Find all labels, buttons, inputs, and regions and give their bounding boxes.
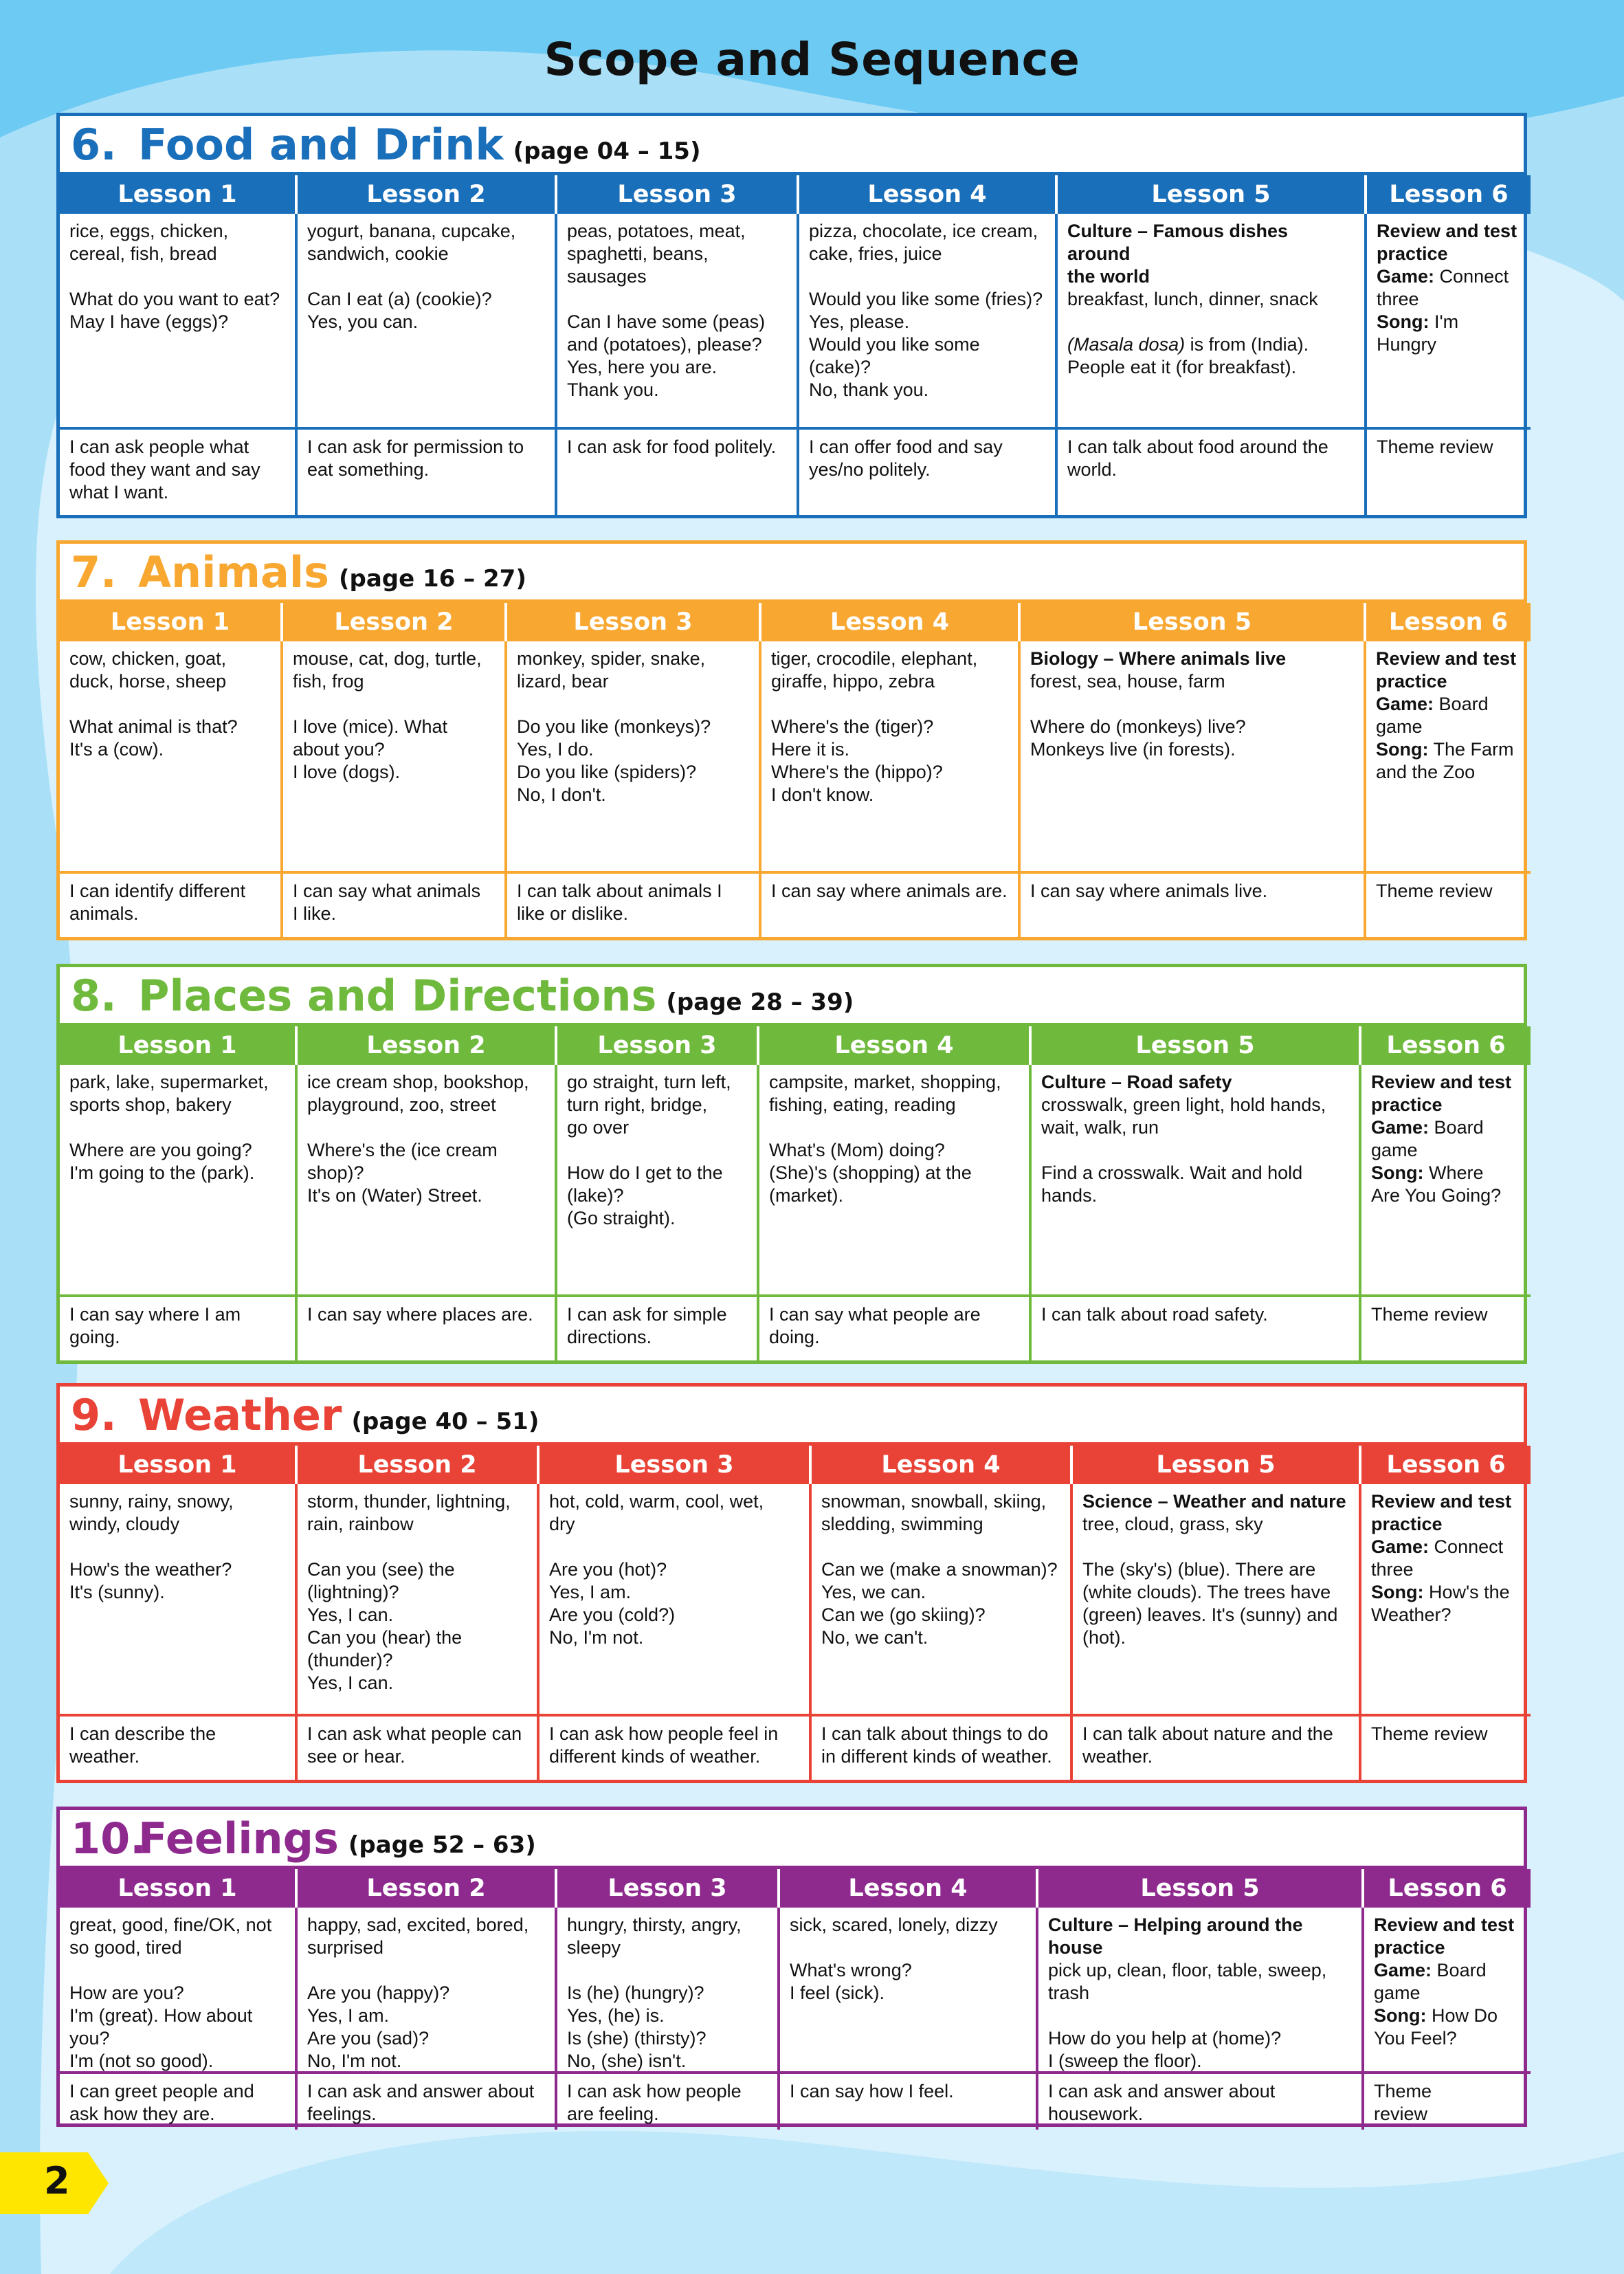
- unit-title: Feelings: [138, 1813, 339, 1864]
- objective-cell: [298, 1294, 557, 1360]
- lesson-header: Lesson 5: [1073, 1446, 1361, 1484]
- vocabulary-list: happy, sad, excited, bored, surprised: [307, 1914, 529, 1958]
- lesson-header: Lesson 3: [557, 175, 799, 214]
- lesson-header: Lesson 1: [60, 603, 283, 641]
- lesson-header: Lesson 5: [1038, 1869, 1364, 1908]
- language-examples: Where are you going? I'm going to the (park).: [69, 1140, 255, 1183]
- language-examples: How do you help at (home)? I (sweep the floor).: [1048, 2028, 1282, 2071]
- game-name: Connect three: [1371, 1536, 1504, 1580]
- lesson-header: Lesson 2: [298, 1026, 557, 1065]
- game-label: Game:: [1371, 1117, 1430, 1138]
- lesson-content-cell: [780, 1908, 1038, 2077]
- can-do-statement: I can talk about food around the world.: [1067, 437, 1328, 480]
- objective-cell: [540, 1714, 812, 1780]
- lesson-content-cell: [298, 1065, 557, 1294]
- can-do-statement: I can ask what people can see or hear.: [307, 1723, 522, 1767]
- unit-table: [56, 540, 1527, 940]
- game-label: Game:: [1377, 266, 1435, 287]
- lesson-topic-heading: Biology – Where animals live: [1030, 648, 1287, 669]
- lesson-content-cell: [1021, 641, 1366, 871]
- lesson-content-cell: [60, 641, 283, 871]
- language-examples: Find a crosswalk. Wait and hold hands.: [1041, 1162, 1303, 1206]
- unit-title: Food and Drink: [138, 120, 504, 170]
- language-examples: Can you (see) the (lightning)? Yes, I can. Can you (hear) the (thunder)? Yes, I can.: [307, 1559, 463, 1693]
- lesson-header-row: [60, 1026, 1524, 1065]
- unit-table: [56, 1807, 1527, 2127]
- lesson-content-row: [60, 641, 1524, 871]
- vocabulary-list: breakfast, lunch, dinner, snack: [1067, 289, 1318, 309]
- language-examples: How do I get to the (lake)? (Go straight).: [567, 1162, 723, 1228]
- game-label: Game:: [1374, 1960, 1432, 1980]
- lesson-header: Lesson 1: [60, 1446, 298, 1484]
- lesson-content-cell: [557, 1065, 759, 1294]
- unit-pages: (page 52 – 63): [348, 1831, 536, 1859]
- game-label: Game:: [1376, 694, 1434, 714]
- song-name: The Farm and the Zoo: [1376, 739, 1514, 782]
- language-examples: Are you (happy)? Yes, I am. Are you (sad)? No, I'm not.: [307, 1983, 450, 2071]
- song-label: Song:: [1371, 1162, 1424, 1183]
- objective-cell: [1058, 427, 1367, 515]
- unit-table: [56, 1383, 1527, 1783]
- objective-row: [60, 427, 1524, 515]
- language-examples: How are you? I'm (great). How about you? I'm (not so good).: [69, 1983, 253, 2071]
- lesson-content-cell: [759, 1065, 1032, 1294]
- vocabulary-list: hungry, thirsty, angry, sleepy: [567, 1914, 742, 1958]
- unit-number: 10.: [71, 1813, 146, 1864]
- can-do-statement: I can say where places are.: [307, 1304, 533, 1325]
- lesson-topic-heading: Culture – Famous dishes around the world: [1067, 221, 1289, 287]
- lesson-content-cell: [761, 641, 1021, 871]
- vocabulary-list: tiger, crocodile, elephant, giraffe, hippo, zebra: [771, 648, 978, 692]
- vocabulary-list: hot, cold, warm, cool, wet, dry: [549, 1491, 764, 1534]
- objective-cell: [298, 427, 557, 515]
- vocabulary-list: crosswalk, green light, hold hands, wait, walk, run: [1041, 1094, 1326, 1138]
- unit-title: Places and Directions: [138, 971, 657, 1021]
- song-name: Where Are You Going?: [1371, 1162, 1502, 1206]
- language-examples: Would you like some (fries)? Yes, please. Would you like some (cake)? No, thank you.: [809, 289, 1043, 400]
- vocabulary-list: rice, eggs, chicken, cereal, fish, bread: [69, 221, 229, 264]
- can-do-statement: I can ask for simple directions.: [567, 1304, 727, 1347]
- lesson-header: Lesson 3: [557, 1869, 780, 1908]
- lesson-header: Lesson 3: [557, 1026, 759, 1065]
- lesson-content-cell: [298, 1484, 540, 1714]
- lesson-header: Lesson 4: [759, 1026, 1032, 1065]
- can-do-statement: Theme review: [1377, 437, 1493, 457]
- objective-cell: [761, 871, 1021, 937]
- can-do-statement: Theme review: [1371, 1304, 1488, 1325]
- lesson-content-cell: [507, 641, 761, 871]
- lesson-content-cell: [60, 214, 298, 427]
- lesson-header: Lesson 5: [1032, 1026, 1361, 1065]
- lesson-header-row: [60, 175, 1524, 214]
- lesson-content-cell: [1366, 641, 1531, 871]
- lesson-header: Lesson 4: [761, 603, 1021, 641]
- song-name: How Do You Feel?: [1374, 2005, 1498, 2049]
- can-do-statement: I can say how I feel.: [790, 2081, 954, 2101]
- unit-number: 6.: [71, 120, 117, 170]
- lesson-content-cell: [1361, 1065, 1531, 1294]
- lesson-header: Lesson 2: [298, 1869, 557, 1908]
- objective-cell: [759, 1294, 1032, 1360]
- vocabulary-list: tree, cloud, grass, sky: [1082, 1514, 1263, 1534]
- objective-cell: [60, 1714, 298, 1780]
- objective-cell: [1073, 1714, 1361, 1780]
- lesson-content-cell: [1038, 1908, 1364, 2077]
- language-examples: Are you (hot)? Yes, I am. Are you (cold?) No, I'm not.: [549, 1559, 676, 1648]
- unit-pages: (page 28 – 39): [666, 989, 854, 1016]
- lesson-content-cell: [60, 1065, 298, 1294]
- objective-cell: [507, 871, 761, 937]
- lesson-topic-heading: Culture – Road safety: [1041, 1072, 1232, 1092]
- can-do-statement: Theme review: [1374, 2081, 1432, 2124]
- objective-row: [60, 1294, 1524, 1360]
- unit-title: Animals: [138, 547, 329, 597]
- objective-cell: [298, 2071, 557, 2130]
- lesson-header: Lesson 3: [507, 603, 761, 641]
- unit-table: [56, 964, 1527, 1364]
- unit-pages: (page 40 – 51): [351, 1408, 540, 1435]
- objective-cell: [298, 1714, 540, 1780]
- vocabulary-list: yogurt, banana, cupcake, sandwich, cookie: [307, 221, 516, 264]
- lesson-content-cell: [799, 214, 1058, 427]
- lesson-header: Lesson 5: [1058, 175, 1367, 214]
- lesson-content-row: [60, 1908, 1524, 2071]
- lesson-content-cell: [60, 1908, 298, 2077]
- lesson-content-cell: [283, 641, 507, 871]
- language-examples: Can we (make a snowman)? Yes, we can. Can we (go skiing)? No, we can't.: [821, 1559, 1058, 1648]
- unit-title: Weather: [138, 1390, 342, 1440]
- lesson-content-cell: [298, 214, 557, 427]
- can-do-statement: I can say where animals are.: [771, 881, 1008, 901]
- unit-header: [60, 544, 1524, 603]
- lesson-header: Lesson 6: [1361, 1446, 1531, 1484]
- objective-cell: [780, 2071, 1038, 2130]
- vocabulary-list: peas, potatoes, meat, spaghetti, beans, sausages: [567, 221, 746, 287]
- page-number: 2: [44, 2159, 70, 2203]
- game-name: Board game: [1371, 1117, 1484, 1160]
- language-examples: Do you like (monkeys)? Yes, I do. Do you like (spiders)? No, I don't.: [517, 716, 711, 805]
- objective-cell: [557, 2071, 780, 2130]
- objective-cell: [812, 1714, 1073, 1780]
- lesson-header: Lesson 6: [1361, 1026, 1531, 1065]
- objective-cell: [557, 427, 799, 515]
- can-do-statement: I can identify different animals.: [69, 881, 246, 924]
- lesson-header: Lesson 5: [1021, 603, 1366, 641]
- vocabulary-list: pizza, chocolate, ice cream, cake, fries, juice: [809, 221, 1038, 264]
- lesson-content-cell: [812, 1484, 1073, 1714]
- objective-cell: [1367, 427, 1531, 515]
- objective-cell: [557, 1294, 759, 1360]
- vocabulary-list: great, good, fine/OK, not so good, tired: [69, 1914, 272, 1958]
- review-heading: Review and test practice: [1371, 1072, 1512, 1115]
- lesson-header: Lesson 1: [60, 175, 298, 214]
- review-heading: Review and test practice: [1377, 221, 1517, 264]
- can-do-statement: I can talk about nature and the weather.: [1082, 1723, 1333, 1767]
- song-label: Song:: [1371, 1582, 1424, 1602]
- game-name: Connect three: [1377, 266, 1509, 309]
- can-do-statement: I can ask how people feel in different kinds of weather.: [549, 1723, 779, 1767]
- lesson-content-cell: [1032, 1065, 1361, 1294]
- lesson-content-cell: [1058, 214, 1367, 427]
- lesson-content-cell: [298, 1908, 557, 2077]
- song-name: How's the Weather?: [1371, 1582, 1510, 1625]
- lesson-header: Lesson 6: [1364, 1869, 1531, 1908]
- lesson-header: Lesson 3: [540, 1446, 812, 1484]
- language-example-italic: (Masala dosa): [1067, 334, 1186, 355]
- objective-cell: [1366, 871, 1531, 937]
- lesson-topic-heading: Science – Weather and nature: [1082, 1491, 1346, 1512]
- vocabulary-list: campsite, market, shopping, fishing, eating, reading: [769, 1072, 1001, 1115]
- lesson-content-cell: [557, 214, 799, 427]
- vocabulary-list: go straight, turn left, turn right, bridge, go over: [567, 1072, 731, 1138]
- unit-number: 9.: [71, 1390, 117, 1440]
- review-heading: Review and test practice: [1374, 1914, 1515, 1958]
- unit-number: 7.: [71, 547, 117, 597]
- can-do-statement: I can say what animals I like.: [293, 881, 481, 924]
- language-examples: Can I eat (a) (cookie)? Yes, you can.: [307, 289, 492, 332]
- vocabulary-list: forest, sea, house, farm: [1030, 671, 1225, 692]
- unit-header: [60, 1810, 1524, 1869]
- lesson-header: Lesson 6: [1366, 603, 1531, 641]
- song-label: Song:: [1374, 2005, 1427, 2026]
- can-do-statement: I can describe the weather.: [69, 1723, 216, 1767]
- game-name: Board game: [1374, 1960, 1487, 2003]
- vocabulary-list: sunny, rainy, snowy, windy, cloudy: [69, 1491, 234, 1534]
- song-label: Song:: [1376, 739, 1429, 760]
- song-name: I'm Hungry: [1377, 311, 1459, 355]
- song-label: Song:: [1377, 311, 1430, 332]
- objective-row: [60, 2071, 1524, 2123]
- can-do-statement: Theme review: [1376, 881, 1493, 901]
- lesson-content-row: [60, 1065, 1524, 1294]
- objective-cell: [1021, 871, 1366, 937]
- lesson-header: Lesson 6: [1367, 175, 1531, 214]
- review-heading: Review and test practice: [1376, 648, 1517, 692]
- can-do-statement: I can say where I am going.: [69, 1304, 241, 1347]
- language-examples: The (sky's) (blue). There are (white clouds). The trees have (green) leaves. It's (sunny) and (hot).: [1082, 1559, 1338, 1648]
- objective-cell: [60, 871, 283, 937]
- can-do-statement: I can greet people and ask how they are.: [69, 2081, 254, 2124]
- language-examples: What animal is that? It's a (cow).: [69, 716, 238, 760]
- unit-table: [56, 113, 1527, 518]
- can-do-statement: I can say where animals live.: [1030, 881, 1268, 901]
- language-examples: What's wrong? I feel (sick).: [790, 1960, 912, 2003]
- can-do-statement: I can talk about road safety.: [1041, 1304, 1268, 1325]
- language-examples: Can I have some (peas) and (potatoes), please? Yes, here you are. Thank you.: [567, 311, 766, 400]
- language-examples: What do you want to eat? May I have (eggs)?: [69, 289, 280, 332]
- objective-cell: [1038, 2071, 1364, 2130]
- unit-header: [60, 1387, 1524, 1446]
- can-do-statement: I can offer food and say yes/no politely.: [809, 437, 1003, 480]
- lesson-topic-heading: Culture – Helping around the house: [1048, 1914, 1303, 1958]
- lesson-content-cell: [540, 1484, 812, 1714]
- objective-cell: [60, 2071, 298, 2130]
- review-heading: Review and test practice: [1371, 1491, 1512, 1534]
- language-examples: What's (Mom) doing? (She)'s (shopping) at the (market).: [769, 1140, 972, 1206]
- lesson-content-cell: [1073, 1484, 1361, 1714]
- lesson-content-cell: [557, 1908, 780, 2077]
- can-do-statement: I can say what people are doing.: [769, 1304, 981, 1347]
- language-examples: is from (India). People eat it (for breakfast).: [1067, 334, 1309, 377]
- page-number-tab: [0, 2152, 110, 2214]
- lesson-header: Lesson 1: [60, 1869, 298, 1908]
- can-do-statement: I can talk about animals I like or dislike.: [517, 881, 722, 924]
- objective-cell: [799, 427, 1058, 515]
- language-examples: Where's the (ice cream shop)? It's on (Water) Street.: [307, 1140, 498, 1206]
- lesson-header: Lesson 1: [60, 1026, 298, 1065]
- can-do-statement: I can ask how people are feeling.: [567, 2081, 742, 2124]
- objective-cell: [60, 1294, 298, 1360]
- unit-pages: (page 04 – 15): [513, 137, 701, 165]
- language-examples: Where do (monkeys) live? Monkeys live (in forests).: [1030, 716, 1246, 760]
- objective-cell: [283, 871, 507, 937]
- vocabulary-list: pick up, clean, floor, table, sweep, trash: [1048, 1960, 1327, 2003]
- lesson-content-cell: [1364, 1908, 1531, 2077]
- language-examples: How's the weather? It's (sunny).: [69, 1559, 232, 1602]
- lesson-header: Lesson 2: [298, 175, 557, 214]
- lesson-content-row: [60, 1484, 1524, 1714]
- vocabulary-list: cow, chicken, goat, duck, horse, sheep: [69, 648, 227, 692]
- objective-cell: [1032, 1294, 1361, 1360]
- objective-cell: [1364, 2071, 1531, 2130]
- unit-number: 8.: [71, 971, 117, 1021]
- lesson-content-row: [60, 214, 1524, 427]
- vocabulary-list: mouse, cat, dog, turtle, fish, frog: [293, 648, 482, 692]
- page-title: Scope and Sequence: [544, 33, 1080, 86]
- vocabulary-list: storm, thunder, lightning, rain, rainbow: [307, 1491, 511, 1534]
- can-do-statement: Theme review: [1371, 1723, 1488, 1744]
- lesson-header-row: [60, 1446, 1524, 1484]
- lesson-header: Lesson 4: [812, 1446, 1073, 1484]
- can-do-statement: I can ask and answer about housework.: [1048, 2081, 1276, 2124]
- lesson-header: Lesson 2: [298, 1446, 540, 1484]
- objective-row: [60, 871, 1524, 937]
- vocabulary-list: ice cream shop, bookshop, playground, zoo, street: [307, 1072, 529, 1115]
- unit-header: [60, 116, 1524, 175]
- lesson-header: Lesson 4: [799, 175, 1058, 214]
- language-examples: Is (he) (hungry)? Yes, (he) is. Is (she) (thirsty)? No, (she) isn't.: [567, 1983, 707, 2071]
- objective-cell: [60, 427, 298, 515]
- vocabulary-list: sick, scared, lonely, dizzy: [790, 1914, 998, 1935]
- language-examples: Where's the (tiger)? Here it is. Where's the (hippo)? I don't know.: [771, 716, 943, 805]
- objective-cell: [1361, 1294, 1531, 1360]
- lesson-header: Lesson 4: [780, 1869, 1038, 1908]
- game-label: Game:: [1371, 1536, 1430, 1557]
- objective-row: [60, 1714, 1524, 1780]
- lesson-header-row: [60, 1869, 1524, 1908]
- lesson-content-cell: [1367, 214, 1531, 427]
- can-do-statement: I can ask and answer about feelings.: [307, 2081, 535, 2124]
- vocabulary-list: park, lake, supermarket, sports shop, bakery: [69, 1072, 269, 1115]
- lesson-header: Lesson 2: [283, 603, 507, 641]
- can-do-statement: I can ask people what food they want and say what I want.: [69, 437, 260, 503]
- can-do-statement: I can talk about things to do in different kinds of weather.: [821, 1723, 1052, 1767]
- language-examples: I love (mice). What about you? I love (dogs).: [293, 716, 448, 782]
- unit-pages: (page 16 – 27): [338, 565, 526, 593]
- game-name: Board game: [1376, 694, 1489, 737]
- vocabulary-list: monkey, spider, snake, lizard, bear: [517, 648, 706, 692]
- lesson-header-row: [60, 603, 1524, 641]
- lesson-content-cell: [1361, 1484, 1531, 1714]
- can-do-statement: I can ask for food politely.: [567, 437, 777, 457]
- objective-cell: [1361, 1714, 1531, 1780]
- lesson-content-cell: [60, 1484, 298, 1714]
- unit-header: [60, 967, 1524, 1026]
- can-do-statement: I can ask for permission to eat something.: [307, 437, 524, 480]
- vocabulary-list: snowman, snowball, skiing, sledding, swimming: [821, 1491, 1047, 1534]
